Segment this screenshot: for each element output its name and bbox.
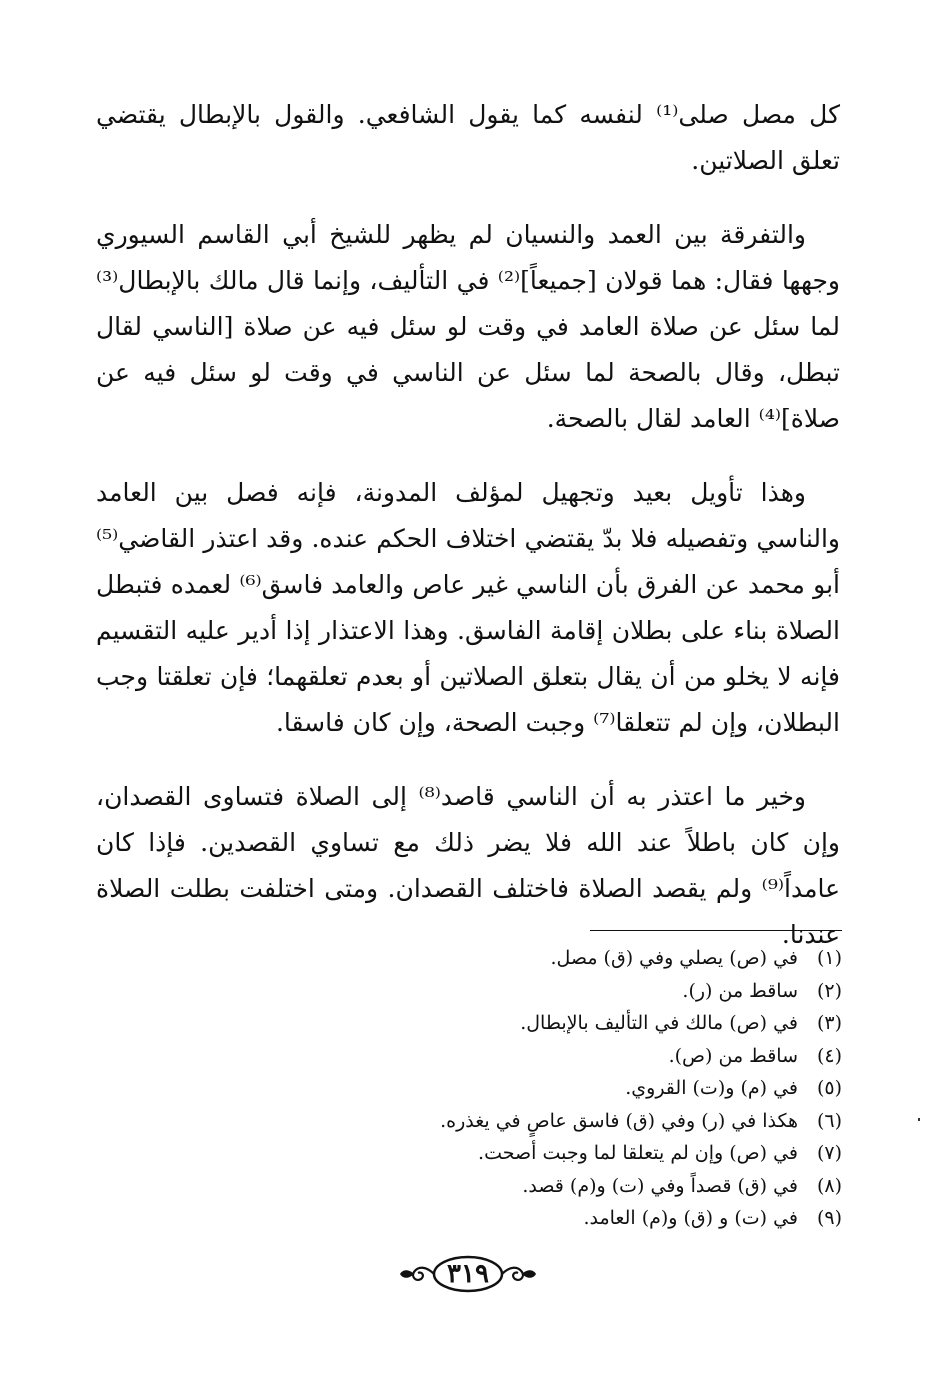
scan-speck	[918, 1118, 920, 1121]
footnote-3	[300, 1007, 842, 1040]
footnote-number: (٢)	[816, 979, 842, 1002]
footnote-number: (٣)	[816, 1012, 842, 1034]
footnote-7	[300, 1137, 842, 1170]
main-text	[96, 92, 840, 986]
paragraph-4: وخير ما اعتذر به أن الناسي قاصد⁽⁸⁾ إلى الصلاة فتساوى القصدان، وإن كان باطلاً عند الله فلا يضر ذلك مع تساوي القصدين. فإذا كان عامداً⁽⁹⁾ ولم يقصد الصلاة فاختلف القصدان. ومتى اختلفت بطلت الصلاة عندنا.	[96, 782, 840, 949]
footnote-text: في (ص) يصلي وفي (ق) مصل.	[550, 947, 798, 969]
footnote-text: هكذا في (ر) وفي (ق) فاسق عاصٍ في يغذره.	[440, 1109, 798, 1132]
footnote-number: (١)	[816, 947, 842, 969]
page-number-ornament	[396, 1252, 540, 1296]
footnote-separator	[590, 930, 842, 931]
paragraph-2: والتفرقة بين العمد والنسيان لم يظهر للشيخ أبي القاسم السيوري وجهها فقال: هما قولان [جميعاً]⁽²⁾ في التأليف، وإنما قال مالك بالإبطال⁽³⁾ لما سئل عن صلاة العامد في وقت لو سئل فيه عن صلاة [الناسي لقال تبطل، وقال بالصحة لما سئل عن الناسي في وقت لو سئل فيه عن صلاة]⁽⁴⁾ العامد لقال بالصحة.	[96, 220, 841, 433]
footnote-number: (٤)	[816, 1044, 842, 1067]
footnote-number: (٥)	[816, 1077, 842, 1099]
footnote-text: في (ق) قصداً وفي (ت) و(م) قصد.	[522, 1174, 798, 1197]
footnote-text: في (ص) مالك في التأليف بالإبطال.	[520, 1012, 798, 1034]
footnote-4	[300, 1040, 842, 1073]
footnote-number: (٦)	[816, 1109, 842, 1132]
footnote-text: ساقط من (ر).	[682, 979, 798, 1002]
footnotes	[300, 942, 842, 1235]
page-number: ٣١٩	[447, 1259, 489, 1289]
paragraph-3: وهذا تأويل بعيد وتجهيل لمؤلف المدونة، فإنه فصل بين العامد والناسي وتفصيله فلا بدّ يقتضي اختلاف الحكم عنده. وقد اعتذر القاضي⁽⁵⁾ أبو محمد عن الفرق بأن الناسي غير عاص والعامد فاسق⁽⁶⁾ لعمده فتبطل الصلاة بناء على بطلان إقامة الفاسق. وهذا الاعتذار إذا أدير عليه التقسيم فإنه لا يخلو من أن يقال بتعلق الصلاتين أو بعدم تعلقهما؛ فإن تعلقتا وجب البطلان، وإن لم تتعلقا⁽⁷⁾ وجبت الصحة، وإن كان فاسقا.	[96, 478, 840, 737]
footnote-text: ساقط من (ص).	[668, 1044, 798, 1067]
footnote-number: (٩)	[816, 1207, 842, 1229]
footnote-number: (٧)	[816, 1142, 842, 1164]
paragraph-1: كل مصل صلى⁽¹⁾ لنفسه كما يقول الشافعي. والقول بالإبطال يقتضي تعلق الصلاتين.	[96, 100, 841, 175]
footnote-6	[300, 1105, 842, 1138]
footnote-text: في (ت) و (ق) و(م) العامد.	[583, 1207, 798, 1229]
footnote-5	[300, 1072, 842, 1105]
footnote-8	[300, 1170, 842, 1203]
footnote-9	[300, 1202, 842, 1235]
footnote-number: (٨)	[816, 1174, 842, 1197]
footnote-2	[300, 975, 842, 1008]
footnote-text: في (م) و(ت) القروي.	[625, 1077, 798, 1099]
footnote-1	[300, 942, 842, 975]
footnote-text: في (ص) وإن لم يتعلقا لما وجبت أصحت.	[478, 1142, 798, 1164]
